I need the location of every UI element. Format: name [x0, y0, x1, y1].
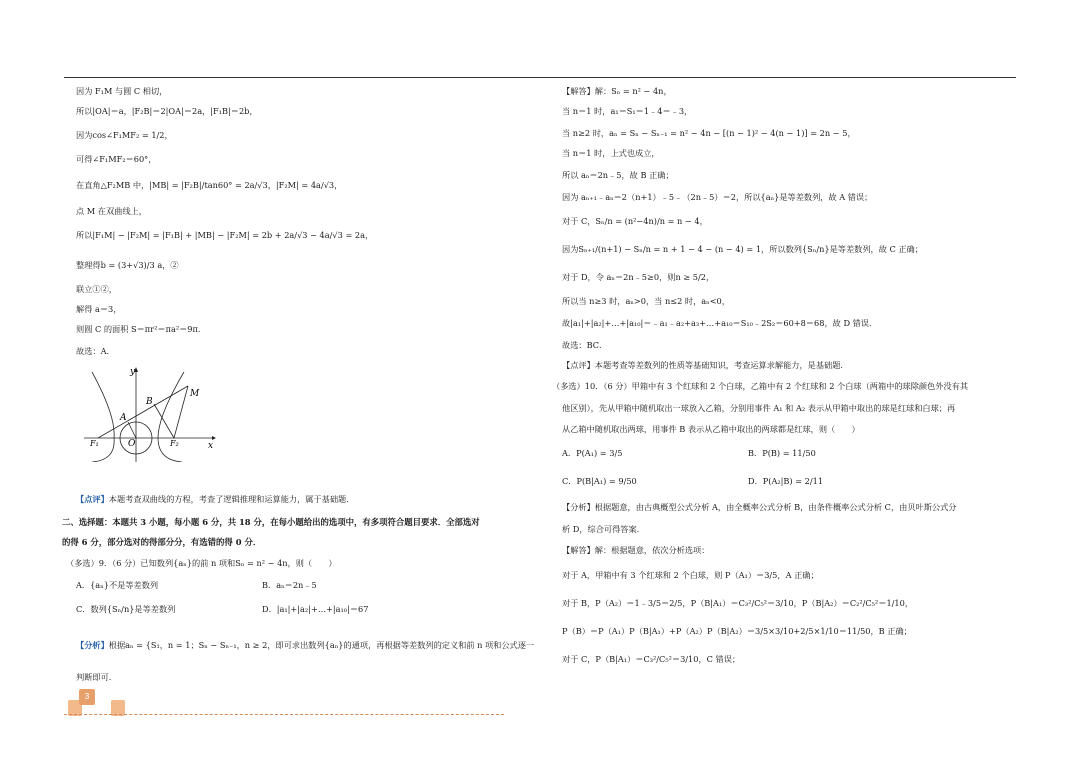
analysis-text: 根据aₙ = {S₁，n = 1；Sₙ − Sₙ₋₁，n ≥ 2，即可求出数列{aₙ}的通项，再根据等差数列的定义和前 n 项和公式逐一 — [108, 640, 535, 650]
label-m: M — [190, 389, 200, 399]
q10-solution-1: 【解答】解：根据题意，依次分析选项： — [562, 545, 710, 555]
q9-option-d: D．|a₁|+|a₂|+…+|a₁₀|＝67 — [262, 604, 369, 614]
left-line-1: 因为 F₁M 与圆 C 相切， — [76, 86, 168, 96]
q10-option-d: D．P(A₂|B) = 2/11 — [748, 476, 824, 486]
q9-option-a: A．{aₙ}不是等差数列 — [76, 580, 159, 590]
left-line-2: 所以|OA|＝a，|F₂B|＝2|OA|＝2a，|F₁B|＝2b， — [76, 106, 258, 116]
q10-stem-2: 他区别），先从甲箱中随机取出一球放入乙箱，分别用事件 A₁ 和 A₂ 表示从甲箱中取出的球是红球和白球；再 — [562, 403, 956, 413]
q10-solution-5: 对于 C，P（B|A₁）＝C₃²/C₅²＝3/10，C 错误； — [562, 654, 741, 664]
left-line-3: 因为cos∠F₁MF₂ = 1/2， — [76, 130, 173, 140]
label-b: B — [146, 397, 153, 407]
label-o: O — [128, 439, 136, 449]
label-x: x — [208, 441, 214, 451]
right-line-4: 当 n＝1 时，上式也成立， — [562, 148, 660, 158]
right-line-6: 因为 aₙ₊₁﹣aₙ＝2（n+1）﹣5﹣（2n﹣5）＝2，所以{aₙ}是等差数列，故 A 错误； — [562, 192, 873, 202]
line-f2-b — [154, 404, 174, 438]
q9-stem: （多选）9．（6 分）已知数列{aₙ}的前 n 项和Sₙ = n² − 4n，则（ ） — [66, 558, 337, 568]
analysis-tag: 【分析】 — [76, 640, 109, 650]
q10-option-c: C．P(B|A₁) = 9/50 — [562, 476, 637, 486]
left-line-10: 解得 a＝3， — [76, 304, 122, 314]
left-line-6: 点 M 在双曲线上， — [76, 206, 147, 216]
hyperbola-figure — [84, 366, 216, 462]
footer-dashed-rule — [64, 714, 504, 715]
right-line-8: 因为Sₙ₊₁/(n+1) − Sₙ/n = n + 1 − 4 − (n − 4) = 1，所以数列{Sₙ/n}是等差数列，故 C 正确； — [562, 244, 923, 254]
q10-stem-3: 从乙箱中随机取出两球，用事件 B 表示从乙箱中取出的两球都是红球，则（ ） — [562, 424, 860, 434]
label-y: y — [130, 367, 136, 377]
right-line-7: 对于 C，Sₙ/n = (n²−4n)/n = n − 4， — [562, 216, 708, 226]
comment-line — [76, 494, 354, 505]
right-line-10: 所以当 n≥3 时，aₙ>0，当 n≤2 时，aₙ<0， — [562, 296, 730, 306]
q9-option-b: B．aₙ＝2n﹣5 — [262, 580, 317, 590]
hyperbola-left-branch — [92, 372, 114, 462]
right-line-11: 故|a₁|+|a₂|+…+|a₁₀|＝﹣a₁﹣a₂+a₃+…+a₁₀＝S₁₀﹣2S₂＝60+8＝68，故 D 错误． — [562, 318, 878, 328]
section-heading-1: 二、选择题：本题共 3 小题，每小题 6 分，共 18 分，在每小题给出的选项中，有多项符合题目要求．全部选对 — [62, 517, 480, 527]
right-line-9: 对于 D，令 aₙ＝2n﹣5≥0，则n ≥ 5/2， — [562, 272, 715, 282]
label-f1: F₁ — [90, 439, 99, 448]
left-line-12: 故选：A． — [76, 346, 115, 356]
q10-option-a: A．P(A₁) = 3/5 — [562, 448, 623, 458]
left-line-8: 整理得b = (3+√3)/3 a，② — [76, 260, 179, 270]
left-line-5: 在直角△F₂MB 中，|MB| = |F₂B|/tan60° = 2a/√3，|F₂M| = 4a/√3， — [76, 180, 343, 190]
q10-stem-1: （多选）10．（6 分）甲箱中有 3 个红球和 2 个白球，乙箱中有 2 个红球和 2 个白球（两箱中的球除颜色外没有其 — [552, 381, 969, 391]
left-line-9: 联立①②， — [76, 284, 117, 294]
right-line-2: 当 n＝1 时，a₁＝S₁＝1﹣4＝﹣3， — [562, 106, 693, 116]
left-line-7: 所以|F₁M| − |F₂M| = |F₁B| + |MB| − |F₂M| = 2b + 2a/√3 − 4a/√3 = 2a， — [76, 230, 374, 240]
left-line-4: 可得∠F₁MF₂＝60°， — [76, 154, 157, 164]
right-line-13: 【点评】本题考查等差数列的性质等基础知识，考查运算求解能力，是基础题． — [562, 360, 849, 370]
x-axis-arrow — [212, 436, 216, 440]
q10-analysis-2: 析 D，综合可得答案． — [562, 524, 645, 534]
q10-solution-2: 对于 A，甲箱中有 3 个红球和 2 个白球，则 P（A₁）＝3/5，A 正确； — [562, 570, 819, 580]
q10-solution-3: 对于 B，P（A₂）＝1﹣3/5＝2/5，P（B|A₁）＝C₃²/C₅²＝3/10，P（B|A₂）＝C₂²/C₅²＝1/10， — [562, 598, 914, 608]
right-line-5: 所以 aₙ＝2n﹣5，故 B 正确； — [562, 170, 674, 180]
q10-solution-4: P（B）＝P（A₁）P（B|A₁）+P（A₂）P（B|A₂）＝3/5×3/10+2/5×1/10＝11/50，B 正确； — [562, 626, 912, 636]
right-line-3: 当 n≥2 时，aₙ = Sₙ − Sₙ₋₁ = n² − 4n − [(n − 1)² − 4(n − 1)] = 2n − 5， — [562, 128, 856, 138]
label-a: A — [120, 413, 127, 423]
section-heading-2: 的得 6 分，部分选对的得部分分，有选错的得 0 分． — [62, 537, 262, 547]
right-line-12: 故选：BC． — [562, 340, 608, 350]
left-line-11: 则圆 C 的面积 S＝πr²＝πa²＝9π． — [76, 324, 207, 334]
header-rule — [64, 77, 1016, 78]
q10-option-b: B．P(B) = 11/50 — [748, 448, 816, 458]
analysis-line — [76, 640, 534, 651]
comment-tag: 【点评】 — [76, 494, 109, 504]
page-number: 3 — [84, 692, 90, 701]
q10-analysis-1: 【分析】根据题意，由古典概型公式分析 A，由全概率公式分析 B，由条件概率公式分析 C，由贝叶斯公式分 — [562, 502, 957, 512]
line-f1-m — [98, 386, 188, 438]
line-f2-m — [174, 386, 188, 438]
analysis-text-2: 判断即可． — [76, 672, 117, 682]
comment-text: 本题考查双曲线的方程，考查了逻辑推理和运算能力，属于基础题． — [108, 494, 355, 504]
line-o-a — [128, 422, 136, 438]
right-line-1: 【解答】解：Sₙ = n² − 4n， — [562, 86, 672, 96]
label-f2: F₂ — [170, 439, 179, 448]
q9-option-c: C．数列{Sₙ/n}是等差数列 — [76, 604, 176, 614]
